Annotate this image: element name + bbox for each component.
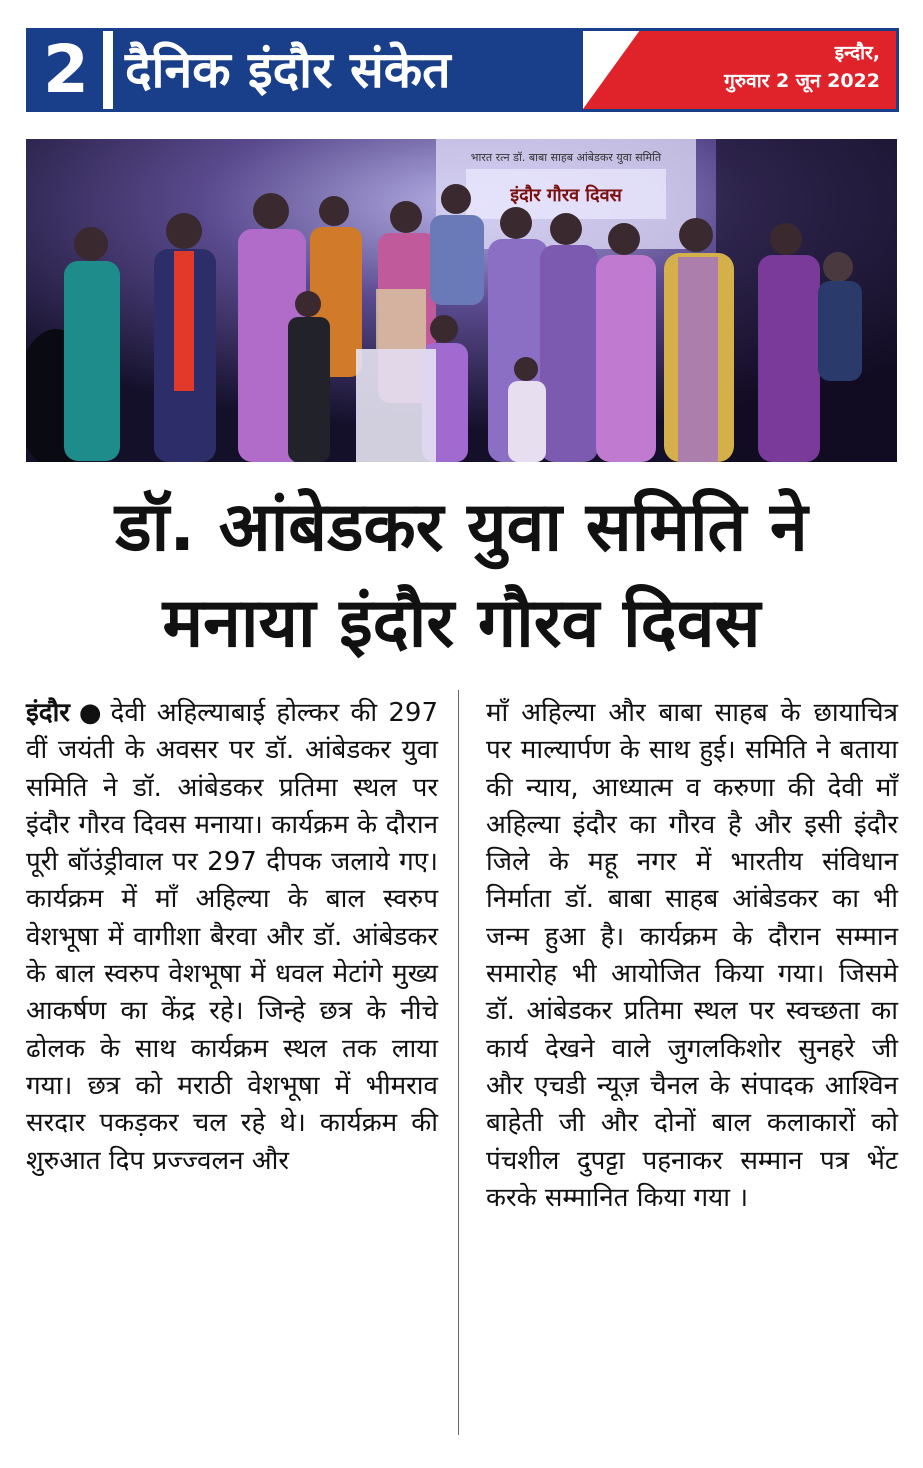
edition-city: इन्दौर, [834,42,880,64]
headline-line-1: डॉ. आंबेडकर युवा समिति ने [115,488,808,567]
group-photo-illustration [26,139,897,462]
article-column-left [26,695,438,1180]
bullet-icon: ● [75,698,105,728]
edition-dateline [724,39,880,95]
column-divider [458,690,459,1435]
newspaper-name: दैनिक इंदौर संकेत [113,31,583,109]
article-text-left: देवी अहिल्याबाई होल्कर की 297 वीं जयंती के अवसर पर डॉ. आंबेडकर युवा समिति ने डॉ. आंबेडकर प्रतिमा स्थल पर इंदौर गौरव दिवस मनाया। कार्यक्रम के दौरान पूरी बॉउंड्रीवाल पर 297 दीपक जलाये गए। कार्यक्रम में माँ अहिल्या के बाल स्वरुप वेशभूषा में वागीशा बैरवा और डॉ. आंबेडकर के बाल स्वरुप वेशभूषा में धवल मेटांगे मुख्य आकर्षण का केंद्र रहे। जिन्हे छत्र के नीचे ढोलक के साथ कार्यक्रम स्थल तक लाया गया। छत्र को मराठी वेशभूषा में भीमराव सरदार पकड़कर चल रहे थे। कार्यक्रम की शुरुआत दिप प्रज्ज्वलन और [26,698,438,1176]
article-text-right: माँ अहिल्या और बाबा साहब के छायाचित्र पर माल्यार्पण के साथ हुई। समिति ने बताया की न्याय, आध्यात्म व करुणा की देवी माँ अहिल्या इंदौर का गौरव है और इसी इंदौर जिले के महू नगर में भारतीय संविधान निर्माता डॉ. बाबा साहब आंबेडकर का भी जन्म हुआ है। कार्यक्रम के दौरान सम्मान समारोह भी आयोजित किया गया। जिसमे डॉ. आंबेडकर प्रतिमा स्थल पर स्वच्छता का कार्य देखने वाले जुगलकिशोर सुनहरे जी और एचडी न्यूज़ चैनल के संपादक आश्विन बाहेती जी और दोनों बाल कलाकारों को पंचशील दुपट्टा पहनाकर सम्मान पत्र भेंट करके सम्मानित किया गया । [486,698,898,1213]
article-column-right [486,695,898,1217]
news-photo [26,139,897,462]
headline [0,480,923,672]
article-dateline: इंदौर [26,698,70,728]
photo-banner-subtitle: इंदौर गौरव दिवस [510,185,622,206]
photo-banner-text: भारत रत्न डॉ. बाबा साहब आंबेडकर युवा समिति [470,151,662,164]
page-number: 2 [29,31,103,109]
masthead [26,28,899,112]
headline-line-2: मनाया इंदौर गौरव दिवस [162,584,761,663]
edition-date: गुरुवार 2 जून 2022 [724,70,880,92]
